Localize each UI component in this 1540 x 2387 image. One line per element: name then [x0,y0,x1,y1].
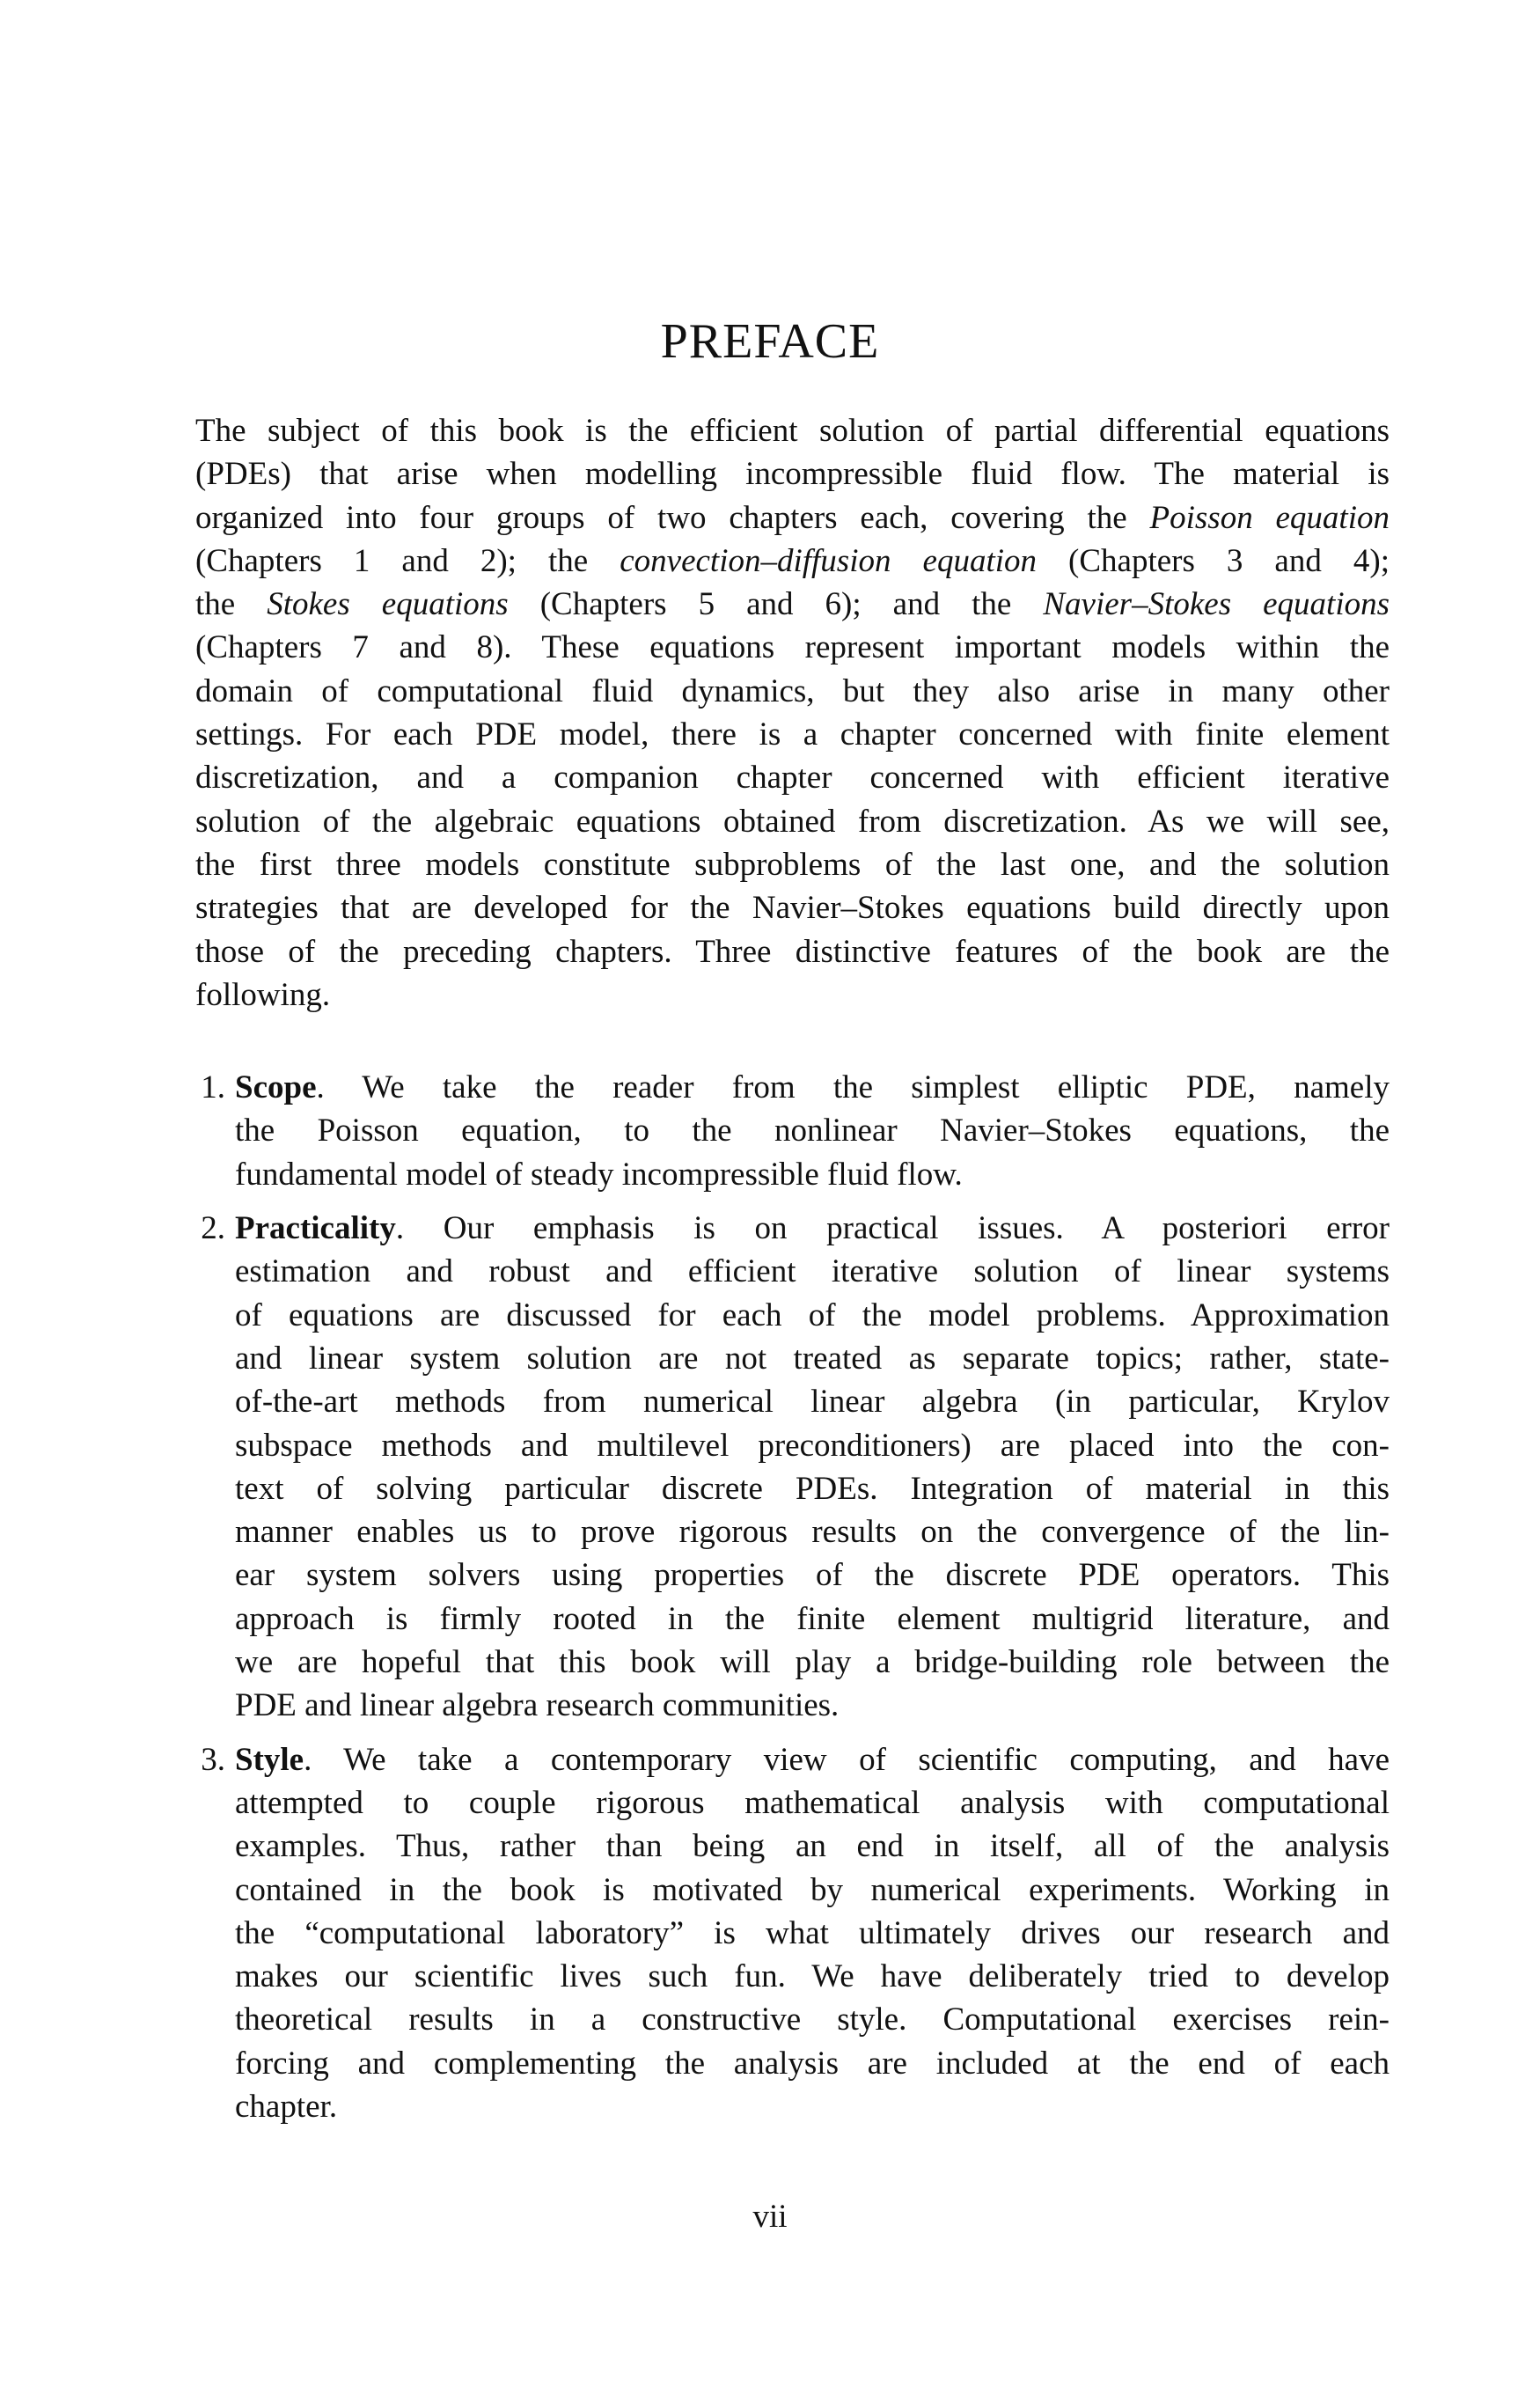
text-line [195,409,1390,452]
text-line [195,452,1390,496]
emphasis-text: convection–diffusion equation [620,542,1037,579]
feature-heading: Scope [235,1069,317,1106]
text-segment: of equations are discussed for each of the model problems. Approximation [235,1296,1390,1333]
emphasis-text: Stokes equations [267,586,509,623]
text-line [235,1955,1390,1998]
text-segment: of-the-art methods from numerical linear algebra (in particular, Krylov [235,1384,1390,1421]
text-line [235,1684,1390,1727]
text-segment: and linear system solution are not treated as separate topics; rather, state- [235,1340,1390,1377]
text-line [235,1337,1390,1380]
text-segment: manner enables us to prove rigorous results on the convergence of the lin- [235,1514,1390,1551]
text-line [195,973,1390,1017]
text-line [235,1424,1390,1467]
text-line [195,756,1390,799]
text-segment: solution of the algebraic equations obtained from discretization. As we will see, [195,803,1390,840]
text-segment: strategies that are developed for the Navier–Stokes equations build directly upon [195,890,1390,927]
text-line [235,1825,1390,1868]
text-segment: the first three models constitute subproblems of the last one, and the solution [195,846,1390,883]
text-line [195,583,1390,626]
text-line [195,670,1390,713]
emphasis-text: Poisson equation [1149,499,1390,536]
text-line [235,1153,1390,1196]
text-segment: organized into four groups of two chapters each, covering the [195,499,1150,536]
page-title: PREFACE [660,314,880,369]
text-line [235,2085,1390,2128]
text-segment: attempted to couple rigorous mathematical analysis with computational [235,1784,1390,1821]
text-segment: forcing and complementing the analysis are included at the end of each [235,2045,1390,2082]
text-segment: following. [195,976,331,1013]
feature-heading: Style [235,1741,304,1778]
text-line [195,540,1390,583]
text-segment: the [195,586,268,623]
text-segment: discretization, and a companion chapter concerned with efficient iterative [195,760,1390,797]
text-line [195,886,1390,929]
text-line [235,1109,1390,1152]
text-line [235,1912,1390,1955]
text-segment: . We take the reader from the simplest elliptic PDE, namely [316,1069,1390,1106]
text-line [195,496,1390,540]
text-line [235,1869,1390,1912]
text-segment: fundamental model of steady incompressible fluid flow. [235,1156,963,1193]
text-segment: (PDEs) that arise when modelling incompressible fluid flow. The material is [195,456,1390,493]
text-segment: the Poisson equation, to the nonlinear Navier–Stokes equations, the [235,1113,1390,1149]
text-line [235,1781,1390,1825]
feature-heading: Practicality [235,1210,396,1247]
text-segment: those of the preceding chapters. Three distinctive features of the book are the [195,933,1390,970]
feature-number: 1. [201,1069,225,1106]
text-line [195,930,1390,973]
intro-paragraph [195,409,1390,1017]
text-segment: the “computational laboratory” is what ultimately drives our research and [235,1914,1390,1951]
text-line [235,1467,1390,1510]
feature-item [195,1738,1390,2129]
text-segment: chapter. [235,2088,338,2125]
feature-number: 3. [201,1741,225,1778]
text-segment: makes our scientific lives such fun. We have deliberately tried to develop [235,1958,1390,1995]
text-segment: . We take a contemporary view of scientific computing, and have [304,1741,1390,1778]
text-segment: The subject of this book is the efficient solution of partial differential equations [195,413,1390,449]
text-line [235,1738,1390,1781]
text-segment: (Chapters 3 and 4); [1037,542,1390,579]
text-segment: contained in the book is motivated by numerical experiments. Working in [235,1871,1390,1908]
text-segment: estimation and robust and efficient iterative solution of linear systems [235,1253,1390,1290]
text-line [195,800,1390,843]
text-line [235,1250,1390,1293]
text-line [235,1066,1390,1109]
feature-number: 2. [201,1210,225,1247]
text-segment: we are hopeful that this book will play a bridge-building role between the [235,1644,1390,1681]
text-line [235,1597,1390,1641]
text-line [235,2042,1390,2085]
text-line [195,713,1390,756]
text-segment: subspace methods and multilevel preconditioners) are placed into the con- [235,1427,1390,1464]
text-line [235,1553,1390,1597]
text-segment: (Chapters 7 and 8). These equations represent important models within the [195,629,1390,666]
preface-body [195,409,1390,2139]
text-line [235,1207,1390,1250]
text-line [195,626,1390,669]
text-segment: domain of computational fluid dynamics, but they also arise in many other [195,672,1390,709]
text-segment: approach is firmly rooted in the finite element multigrid literature, and [235,1600,1390,1637]
emphasis-text: Navier–Stokes equations [1043,586,1390,623]
text-segment: ear system solvers using properties of the discrete PDE operators. This [235,1557,1390,1594]
text-segment: (Chapters 1 and 2); the [195,542,620,579]
text-line [235,1998,1390,2041]
text-segment: examples. Thus, rather than being an end in itself, all of the analysis [235,1828,1390,1865]
text-line [235,1380,1390,1423]
text-segment: PDE and linear algebra research communities. [235,1687,840,1724]
features-list [195,1066,1390,2128]
text-segment: . Our emphasis is on practical issues. A posteriori error [395,1210,1390,1247]
text-line [235,1641,1390,1684]
text-segment: settings. For each PDE model, there is a chapter concerned with finite element [195,716,1390,753]
page-number: vii [752,2199,788,2235]
feature-item [195,1066,1390,1196]
text-line [235,1294,1390,1337]
text-line [235,1510,1390,1553]
text-segment: theoretical results in a constructive style. Computational exercises rein- [235,2001,1390,2038]
text-segment: (Chapters 5 and 6); and the [508,586,1044,623]
feature-item [195,1207,1390,1728]
text-line [195,843,1390,886]
text-segment: text of solving particular discrete PDEs. Integration of material in this [235,1470,1390,1507]
